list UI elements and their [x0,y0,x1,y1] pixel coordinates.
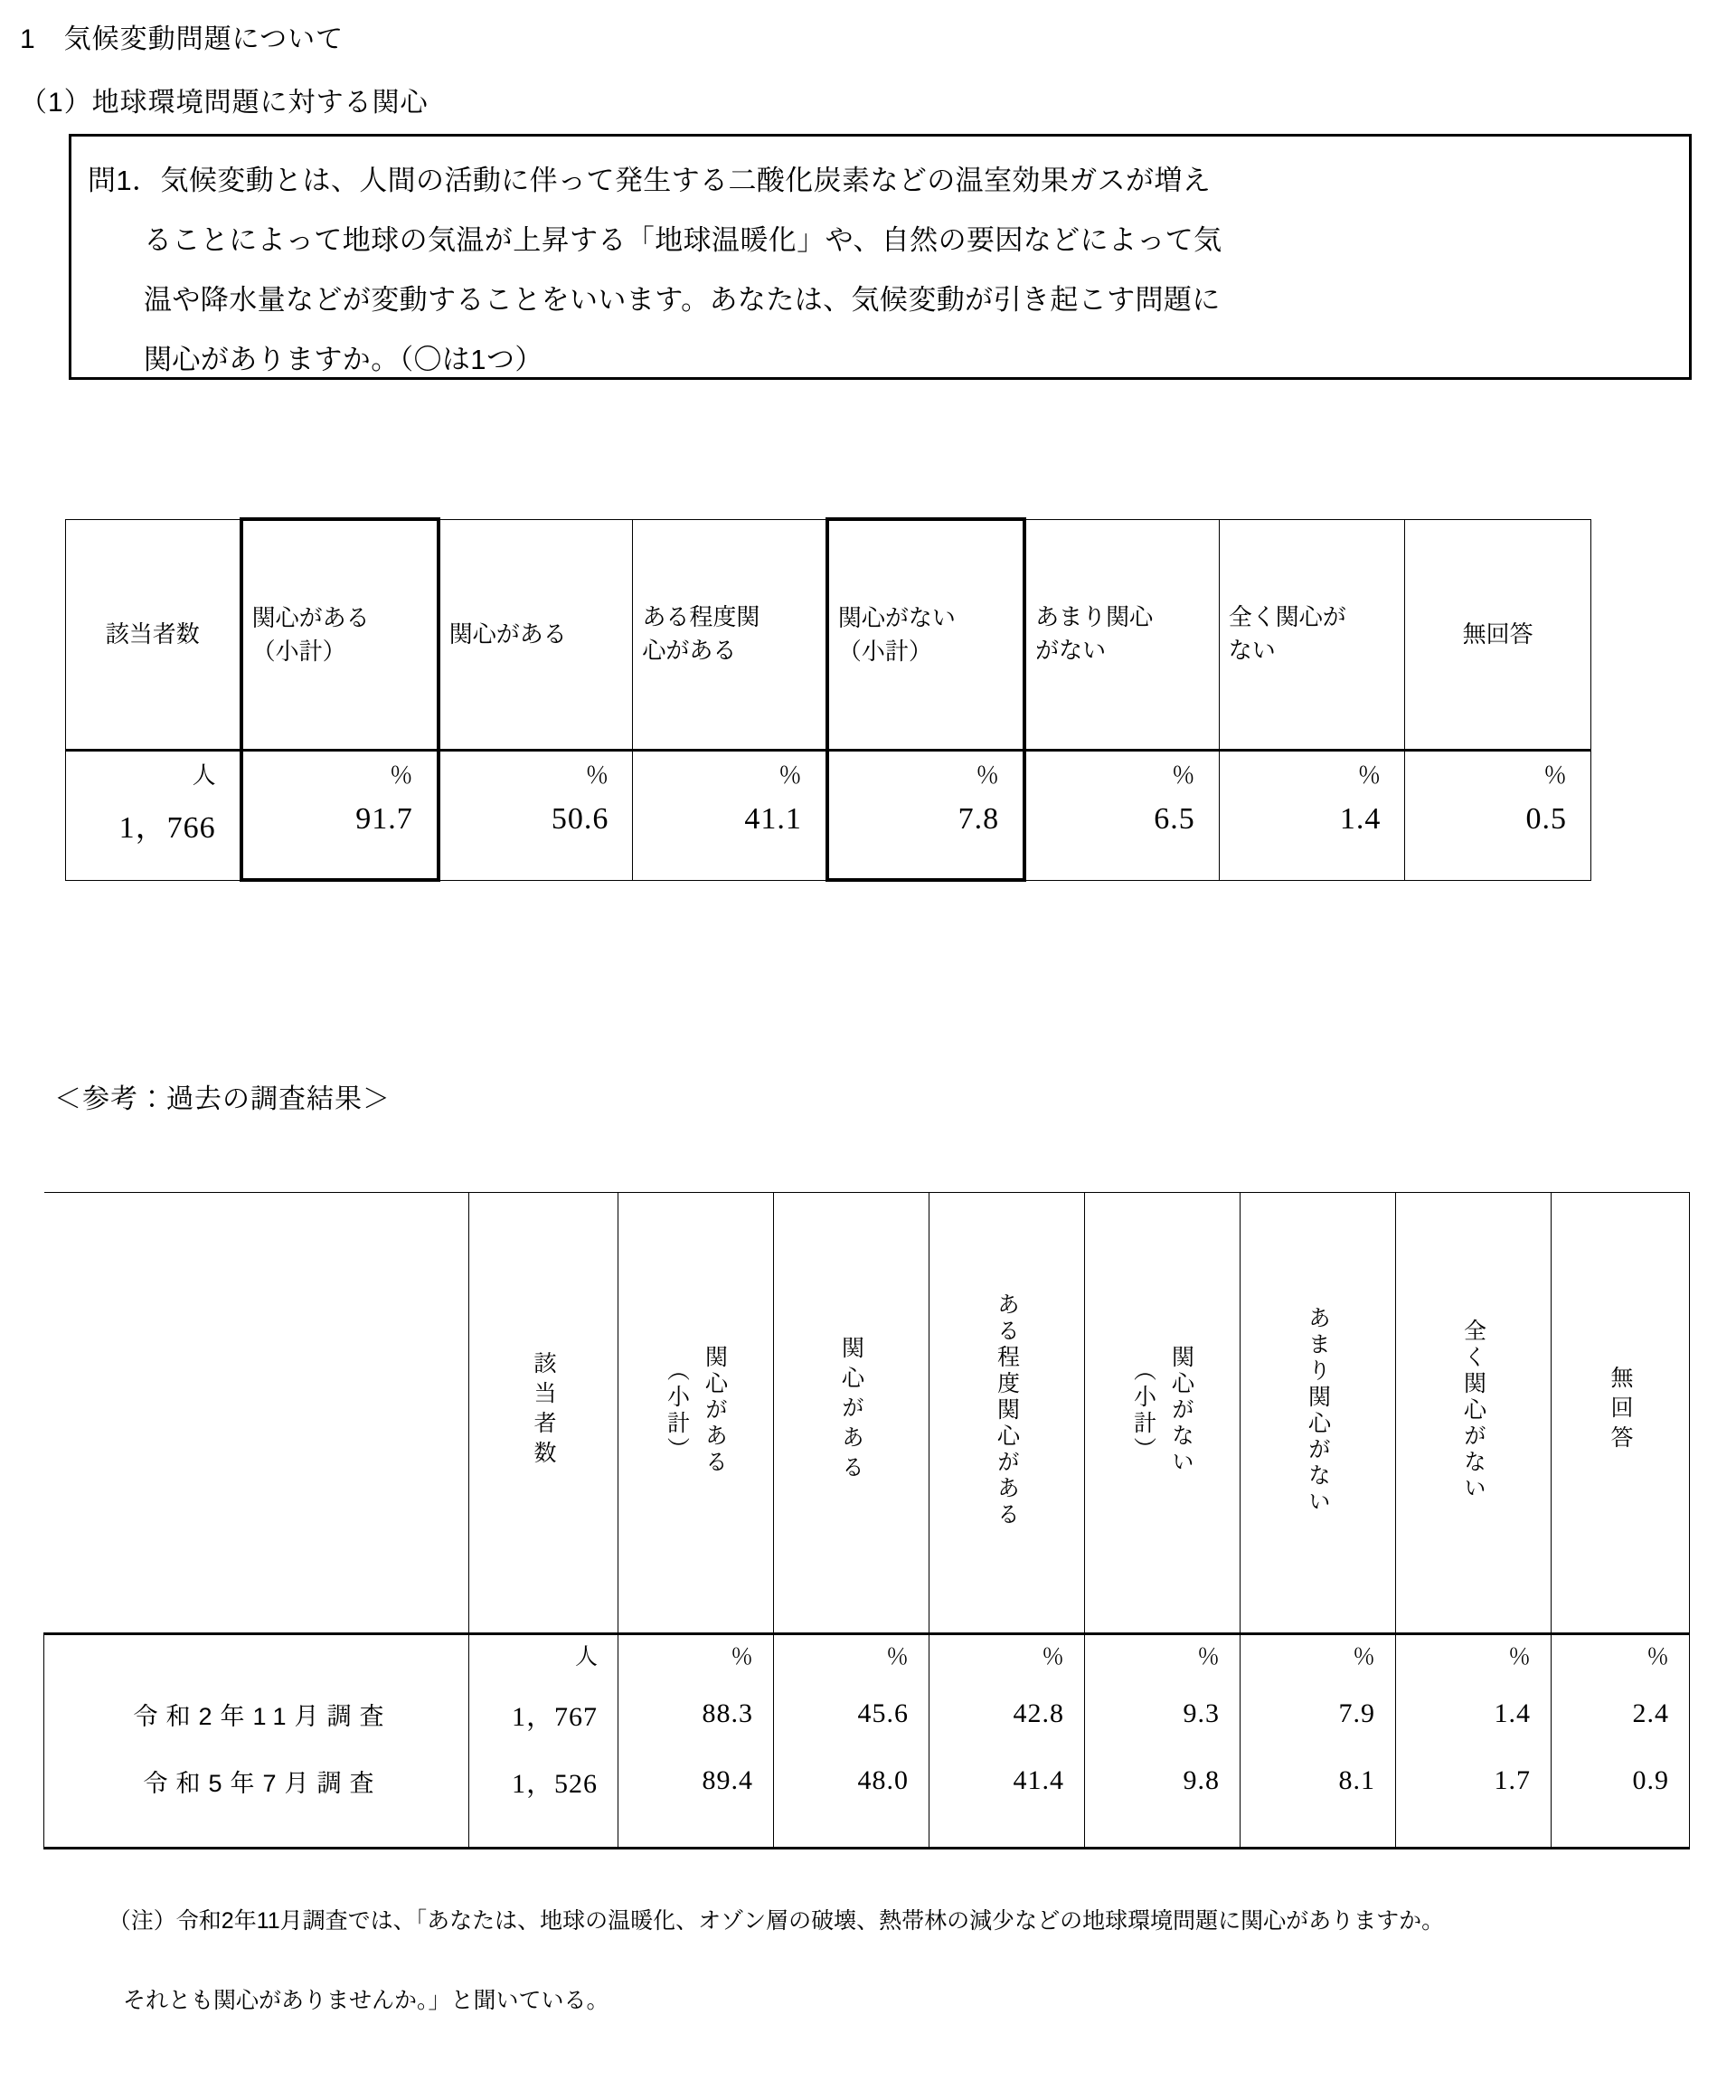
value-no-answer: 0.5 [1525,802,1567,836]
footnote-line-2: それとも関心がありませんか。」と聞いている。 [123,1988,609,2013]
header-cell-row-label [44,1193,469,1634]
ref-pad-8 [1552,1814,1690,1849]
ref-pad-7 [1396,1814,1552,1849]
ref-unit-percent-5: ％ [1352,1645,1375,1670]
ref-row-1-respondents: 1，526 [512,1769,598,1799]
value-cell-somewhat [633,802,827,880]
ref-header-label-interested-subtotal-a: 関心がある [702,1345,728,1476]
ref-row-0-respondents-cell [469,1680,618,1747]
value-interested: 50.6 [551,802,609,836]
unit-cell-interested [439,751,633,803]
header-label-interested-subtotal-line2: （小計） [251,638,346,665]
header-cell-interested-subtotal [241,519,439,751]
ref-row-0-interested-cell [774,1680,929,1747]
ref-row-0-not-at-all: 1.4 [1494,1698,1531,1728]
ref-unit-cell-interested [774,1634,929,1681]
unit-cell-not-at-all [1219,751,1405,803]
table-row [44,1747,1690,1814]
unit-cell-respondents [66,751,241,803]
ref-header-label-not-interested-subtotal-a: 関心がない [1168,1345,1194,1476]
ref-header-label-interested-subtotal-b: （小計） [664,1357,690,1463]
value-cell-interested [439,802,633,880]
unit-percent-7: ％ [1543,762,1567,789]
ref-unit-cell-not-interested-subtotal [1085,1634,1241,1681]
header-label-not-very-line2: がない [1035,637,1107,665]
ref-row-1-not-at-all-cell [1396,1747,1552,1814]
main-table-value-row [66,802,1591,880]
ref-unit-percent-3: ％ [1041,1645,1064,1670]
ref-unit-cell-blank [44,1634,469,1681]
ref-row-1-label-cell [44,1747,469,1814]
value-cell-not-interested-subtotal [827,802,1024,880]
unit-percent-2: ％ [585,762,609,789]
header-label-not-interested-subtotal-line2: （小計） [837,638,932,665]
value-cell-interested-subtotal [241,802,439,880]
ref-row-0-label-cell [44,1680,469,1747]
value-cell-respondents [66,802,241,880]
ref-row-1-not-interested-subtotal: 9.8 [1183,1765,1220,1795]
ref-row-0-not-at-all-cell [1396,1680,1552,1747]
ref-row-1-interested-subtotal: 89.4 [702,1765,753,1795]
footnote [83,1861,1720,2100]
ref-row-0-not-very: 7.9 [1338,1698,1375,1728]
main-results-table [65,517,1591,882]
value-cell-not-at-all [1219,802,1405,880]
ref-pad-6 [1241,1814,1396,1849]
header-label-respondents: 該当者数 [105,620,200,648]
ref-header-cell-no-answer [1552,1193,1690,1634]
header-cell-respondents [66,519,241,751]
ref-unit-cell-respondents [469,1634,618,1681]
question-line-2: ることによって地球の気温が上昇する「地球温暖化」や、自然の要因などによって気 [144,224,1222,256]
ref-header-cell-interested [774,1193,929,1634]
ref-row-1-not-interested-subtotal-cell [1085,1747,1241,1814]
ref-row-1-somewhat: 41.4 [1013,1765,1064,1795]
ref-header-label-not-interested-subtotal-b: （小計） [1130,1357,1156,1463]
unit-cell-not-interested-subtotal [827,751,1024,803]
ref-header-interested-subtotal-pair [658,1212,734,1610]
reference-heading: ＜参考：過去の調査結果＞ [54,1084,391,1114]
header-label-not-at-all-line2: ない [1228,637,1276,665]
ref-row-1-interested: 48.0 [857,1765,909,1795]
header-cell-no-answer [1405,519,1591,751]
ref-header-cell-respondents [469,1193,618,1634]
header-cell-interested [439,519,633,751]
unit-cell-somewhat [633,751,827,803]
ref-row-0-no-answer-cell [1552,1680,1690,1747]
ref-row-0-label: 令和2年11月調査 [133,1702,392,1730]
ref-header-label-not-very: あまり関心がない [1305,1305,1331,1516]
header-label-not-at-all-line1: 全く関心が [1228,603,1346,631]
ref-row-0-interested: 45.6 [857,1698,909,1728]
header-cell-somewhat-interested [633,519,827,751]
ref-row-1-somewhat-cell [929,1747,1085,1814]
ref-row-0-not-interested-subtotal-cell [1085,1680,1241,1747]
ref-pad-2 [618,1814,774,1849]
ref-row-0-not-interested-subtotal: 9.3 [1183,1698,1220,1728]
unit-percent-6: ％ [1357,762,1382,789]
ref-row-0-respondents: 1，767 [512,1702,598,1732]
ref-row-1-interested-cell [774,1747,929,1814]
ref-unit-percent-4: ％ [1196,1645,1220,1670]
subsection-heading: （1）地球環境問題に対する関心 [20,88,429,118]
footnote-line-1: （注）令和2年11月調査では、「あなたは、地球の温暖化、オゾン層の破壊、熱帯林の減少などの地球環境問題に関心がありますか。 [108,1908,1445,1934]
section-heading: 1 気候変動問題について [20,24,344,54]
value-cell-no-answer [1405,802,1591,880]
ref-pad-0 [44,1814,469,1849]
ref-row-0-no-answer: 2.4 [1632,1698,1669,1728]
ref-header-label-not-at-all: 全く関心がない [1460,1319,1486,1502]
ref-header-label-somewhat: ある程度関心がある [994,1292,1020,1528]
ref-row-1-no-answer: 0.9 [1632,1765,1669,1795]
unit-percent-1: ％ [389,762,413,789]
ref-unit-cell-not-very [1241,1634,1396,1681]
ref-pad-4 [929,1814,1085,1849]
ref-row-0-not-very-cell [1241,1680,1396,1747]
ref-header-cell-somewhat [929,1193,1085,1634]
header-cell-not-at-all-interested [1219,519,1405,751]
header-cell-not-very-interested [1024,519,1219,751]
value-not-very: 6.5 [1154,802,1195,836]
ref-unit-cell-somewhat [929,1634,1085,1681]
header-label-no-answer: 無回答 [1462,620,1533,648]
question-line-4: 関心がありますか。（〇は1つ） [144,344,543,375]
main-table-header-row [66,519,1591,751]
ref-header-label-no-answer: 無回答 [1608,1366,1633,1455]
unit-percent-5: ％ [1171,762,1195,789]
ref-header-label-respondents: 該当者数 [531,1350,556,1471]
value-not-at-all: 1.4 [1339,802,1382,836]
ref-row-1-interested-subtotal-cell [618,1747,774,1814]
unit-cell-no-answer [1405,751,1591,803]
ref-header-cell-not-very [1241,1193,1396,1634]
question-box [69,134,1692,380]
question-line-1: 問1．気候変動とは、人間の活動に伴って発生する二酸化炭素などの温室効果ガスが増え [88,165,1212,196]
ref-pad-5 [1085,1814,1241,1849]
reference-table-bottom-pad [44,1814,1690,1849]
unit-percent-4: ％ [976,762,1000,789]
ref-pad-3 [774,1814,929,1849]
ref-header-not-interested-subtotal-pair [1125,1212,1201,1610]
ref-row-1-label: 令和5年7月調査 [143,1769,382,1797]
ref-unit-percent-1: ％ [730,1645,753,1670]
header-label-somewhat-line1: ある程度関 [642,603,760,631]
ref-row-1-no-answer-cell [1552,1747,1690,1814]
ref-pad-1 [469,1814,618,1849]
header-cell-not-interested-subtotal [827,519,1024,751]
ref-unit-percent-6: ％ [1507,1645,1531,1670]
main-table-unit-row [66,751,1591,803]
ref-header-cell-not-interested-subtotal [1085,1193,1241,1634]
ref-unit-percent-2: ％ [885,1645,909,1670]
ref-row-1-respondents-cell [469,1747,618,1814]
unit-cell-not-very [1024,751,1219,803]
ref-row-1-not-very-cell [1241,1747,1396,1814]
value-somewhat: 41.1 [744,802,802,836]
reference-results-table [43,1192,1690,1849]
unit-cell-interested-subtotal [241,751,439,803]
header-label-interested: 関心がある [448,620,567,648]
ref-row-0-interested-subtotal: 88.3 [702,1698,753,1728]
question-line-3: 温や降水量などが変動することをいいます。あなたは、気候変動が引き起こす問題に [144,284,1221,316]
ref-header-label-interested: 関心がある [838,1336,864,1485]
header-label-somewhat-line2: 心がある [642,637,737,665]
header-label-interested-subtotal-line1: 関心がある [251,604,370,631]
ref-unit-percent-7: ％ [1646,1645,1669,1670]
value-interested-subtotal: 91.7 [355,802,413,836]
ref-header-cell-not-at-all [1396,1193,1552,1634]
ref-unit-cell-interested-subtotal [618,1634,774,1681]
header-label-not-very-line1: あまり関心 [1035,603,1154,631]
ref-row-0-interested-subtotal-cell [618,1680,774,1747]
unit-percent-3: ％ [778,762,802,789]
value-not-interested-subtotal: 7.8 [958,802,1000,836]
reference-table-header-row [44,1193,1690,1634]
ref-row-1-not-very: 8.1 [1338,1765,1375,1795]
ref-row-1-not-at-all: 1.7 [1494,1765,1531,1795]
ref-unit-persons: 人 [574,1645,598,1670]
unit-persons: 人 [192,762,216,789]
reference-table-unit-row [44,1634,1690,1681]
ref-unit-cell-no-answer [1552,1634,1690,1681]
ref-row-0-somewhat-cell [929,1680,1085,1747]
ref-header-cell-interested-subtotal [618,1193,774,1634]
table-row [44,1680,1690,1747]
ref-row-0-somewhat: 42.8 [1013,1698,1064,1728]
header-label-not-interested-subtotal-line1: 関心がない [837,604,956,631]
value-cell-not-very [1024,802,1219,880]
value-respondents: 1，766 [118,811,216,845]
ref-unit-cell-not-at-all [1396,1634,1552,1681]
